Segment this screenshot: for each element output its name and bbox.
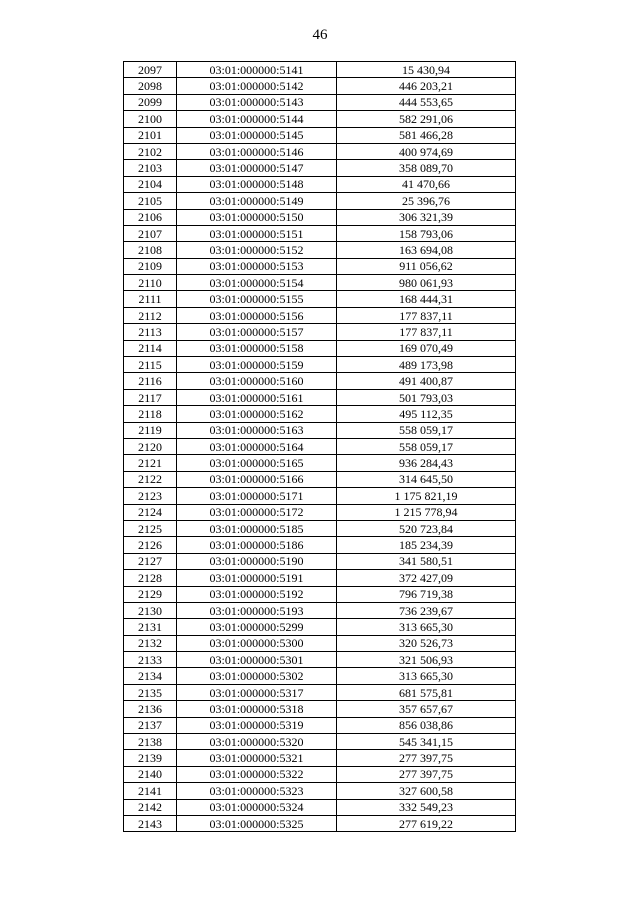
table-row xyxy=(124,324,516,340)
table-row xyxy=(124,734,516,750)
table-row xyxy=(124,258,516,274)
table-row xyxy=(124,111,516,127)
cadastral-value-cell: 489 173,98 xyxy=(337,357,516,373)
row-number-cell: 2117 xyxy=(124,389,177,405)
row-number-cell: 2106 xyxy=(124,209,177,225)
cadastral-value-cell: 520 723,84 xyxy=(337,520,516,536)
row-number-cell: 2124 xyxy=(124,504,177,520)
row-number-cell: 2127 xyxy=(124,553,177,569)
row-number-cell: 2120 xyxy=(124,438,177,454)
table-row xyxy=(124,209,516,225)
cadastral-value-cell: 277 619,22 xyxy=(337,815,516,831)
cadastral-value-cell: 327 600,58 xyxy=(337,783,516,799)
row-number-cell: 2104 xyxy=(124,176,177,192)
table-row xyxy=(124,488,516,504)
row-number-cell: 2130 xyxy=(124,602,177,618)
cadastral-number-cell: 03:01:000000:5162 xyxy=(177,406,337,422)
cadastral-value-cell: 446 203,21 xyxy=(337,78,516,94)
cadastral-value-cell: 277 397,75 xyxy=(337,766,516,782)
cadastral-number-cell: 03:01:000000:5159 xyxy=(177,357,337,373)
table-row xyxy=(124,455,516,471)
cadastral-number-cell: 03:01:000000:5148 xyxy=(177,176,337,192)
row-number-cell: 2099 xyxy=(124,94,177,110)
cadastral-number-cell: 03:01:000000:5157 xyxy=(177,324,337,340)
cadastral-number-cell: 03:01:000000:5151 xyxy=(177,225,337,241)
cadastral-number-cell: 03:01:000000:5165 xyxy=(177,455,337,471)
cadastral-value-cell: 177 837,11 xyxy=(337,307,516,323)
cadastral-number-cell: 03:01:000000:5160 xyxy=(177,373,337,389)
table-row xyxy=(124,668,516,684)
table-row xyxy=(124,701,516,717)
cadastral-number-cell: 03:01:000000:5161 xyxy=(177,389,337,405)
table-row xyxy=(124,815,516,831)
cadastral-number-cell: 03:01:000000:5300 xyxy=(177,635,337,651)
table-row xyxy=(124,242,516,258)
cadastral-number-cell: 03:01:000000:5154 xyxy=(177,275,337,291)
cadastral-number-cell: 03:01:000000:5320 xyxy=(177,734,337,750)
cadastral-number-cell: 03:01:000000:5301 xyxy=(177,652,337,668)
row-number-cell: 2097 xyxy=(124,62,177,78)
table-row xyxy=(124,766,516,782)
row-number-cell: 2103 xyxy=(124,160,177,176)
table-row xyxy=(124,78,516,94)
cadastral-value-cell: 495 112,35 xyxy=(337,406,516,422)
cadastral-value-table xyxy=(123,61,516,832)
table-row xyxy=(124,176,516,192)
cadastral-value-cell: 313 665,30 xyxy=(337,668,516,684)
table-row xyxy=(124,62,516,78)
cadastral-number-cell: 03:01:000000:5172 xyxy=(177,504,337,520)
row-number-cell: 2105 xyxy=(124,193,177,209)
table-row xyxy=(124,373,516,389)
cadastral-number-cell: 03:01:000000:5322 xyxy=(177,766,337,782)
table-row xyxy=(124,340,516,356)
row-number-cell: 2137 xyxy=(124,717,177,733)
cadastral-number-cell: 03:01:000000:5158 xyxy=(177,340,337,356)
cadastral-number-cell: 03:01:000000:5149 xyxy=(177,193,337,209)
cadastral-number-cell: 03:01:000000:5302 xyxy=(177,668,337,684)
cadastral-value-cell: 980 061,93 xyxy=(337,275,516,291)
cadastral-value-cell: 332 549,23 xyxy=(337,799,516,815)
row-number-cell: 2109 xyxy=(124,258,177,274)
table-row xyxy=(124,307,516,323)
cadastral-number-cell: 03:01:000000:5153 xyxy=(177,258,337,274)
table-row xyxy=(124,389,516,405)
cadastral-number-cell: 03:01:000000:5144 xyxy=(177,111,337,127)
cadastral-value-cell: 796 719,38 xyxy=(337,586,516,602)
cadastral-number-cell: 03:01:000000:5150 xyxy=(177,209,337,225)
table-row xyxy=(124,553,516,569)
row-number-cell: 2115 xyxy=(124,357,177,373)
cadastral-number-cell: 03:01:000000:5166 xyxy=(177,471,337,487)
cadastral-number-cell: 03:01:000000:5142 xyxy=(177,78,337,94)
table-row xyxy=(124,619,516,635)
cadastral-value-cell: 1 215 778,94 xyxy=(337,504,516,520)
row-number-cell: 2114 xyxy=(124,340,177,356)
cadastral-number-cell: 03:01:000000:5186 xyxy=(177,537,337,553)
cadastral-number-cell: 03:01:000000:5152 xyxy=(177,242,337,258)
row-number-cell: 2125 xyxy=(124,520,177,536)
cadastral-value-cell: 168 444,31 xyxy=(337,291,516,307)
table-row xyxy=(124,635,516,651)
row-number-cell: 2108 xyxy=(124,242,177,258)
table-row xyxy=(124,570,516,586)
cadastral-number-cell: 03:01:000000:5147 xyxy=(177,160,337,176)
cadastral-value-cell: 25 396,76 xyxy=(337,193,516,209)
row-number-cell: 2116 xyxy=(124,373,177,389)
cadastral-number-cell: 03:01:000000:5155 xyxy=(177,291,337,307)
cadastral-number-cell: 03:01:000000:5325 xyxy=(177,815,337,831)
row-number-cell: 2134 xyxy=(124,668,177,684)
row-number-cell: 2102 xyxy=(124,143,177,159)
cadastral-number-cell: 03:01:000000:5156 xyxy=(177,307,337,323)
row-number-cell: 2113 xyxy=(124,324,177,340)
cadastral-value-cell: 177 837,11 xyxy=(337,324,516,340)
cadastral-number-cell: 03:01:000000:5193 xyxy=(177,602,337,618)
table-row xyxy=(124,799,516,815)
cadastral-value-cell: 400 974,69 xyxy=(337,143,516,159)
cadastral-value-cell: 444 553,65 xyxy=(337,94,516,110)
cadastral-number-cell: 03:01:000000:5185 xyxy=(177,520,337,536)
table-row xyxy=(124,520,516,536)
cadastral-number-cell: 03:01:000000:5319 xyxy=(177,717,337,733)
row-number-cell: 2128 xyxy=(124,570,177,586)
cadastral-value-cell: 185 234,39 xyxy=(337,537,516,553)
table-row xyxy=(124,717,516,733)
row-number-cell: 2131 xyxy=(124,619,177,635)
cadastral-value-cell: 1 175 821,19 xyxy=(337,488,516,504)
table-row xyxy=(124,684,516,700)
table-row xyxy=(124,291,516,307)
cadastral-number-cell: 03:01:000000:5143 xyxy=(177,94,337,110)
cadastral-value-cell: 736 239,67 xyxy=(337,602,516,618)
cadastral-value-cell: 582 291,06 xyxy=(337,111,516,127)
cadastral-value-cell: 357 657,67 xyxy=(337,701,516,717)
cadastral-value-cell: 158 793,06 xyxy=(337,225,516,241)
cadastral-number-cell: 03:01:000000:5145 xyxy=(177,127,337,143)
cadastral-value-cell: 856 038,86 xyxy=(337,717,516,733)
cadastral-value-cell: 41 470,66 xyxy=(337,176,516,192)
row-number-cell: 2101 xyxy=(124,127,177,143)
table-row xyxy=(124,471,516,487)
cadastral-number-cell: 03:01:000000:5318 xyxy=(177,701,337,717)
cadastral-value-cell: 545 341,15 xyxy=(337,734,516,750)
row-number-cell: 2119 xyxy=(124,422,177,438)
cadastral-number-cell: 03:01:000000:5321 xyxy=(177,750,337,766)
cadastral-number-cell: 03:01:000000:5146 xyxy=(177,143,337,159)
table-row xyxy=(124,602,516,618)
table-row xyxy=(124,160,516,176)
cadastral-value-cell: 306 321,39 xyxy=(337,209,516,225)
page-number: 46 xyxy=(312,27,328,43)
row-number-cell: 2133 xyxy=(124,652,177,668)
cadastral-value-cell: 277 397,75 xyxy=(337,750,516,766)
table-row xyxy=(124,750,516,766)
table-body xyxy=(124,62,516,832)
table-row xyxy=(124,193,516,209)
row-number-cell: 2142 xyxy=(124,799,177,815)
cadastral-value-cell: 581 466,28 xyxy=(337,127,516,143)
cadastral-number-cell: 03:01:000000:5192 xyxy=(177,586,337,602)
row-number-cell: 2132 xyxy=(124,635,177,651)
cadastral-value-cell: 491 400,87 xyxy=(337,373,516,389)
row-number-cell: 2140 xyxy=(124,766,177,782)
table-row xyxy=(124,357,516,373)
row-number-cell: 2118 xyxy=(124,406,177,422)
table-row xyxy=(124,275,516,291)
row-number-cell: 2126 xyxy=(124,537,177,553)
table-row xyxy=(124,537,516,553)
table-row xyxy=(124,143,516,159)
row-number-cell: 2111 xyxy=(124,291,177,307)
row-number-cell: 2136 xyxy=(124,701,177,717)
row-number-cell: 2107 xyxy=(124,225,177,241)
row-number-cell: 2139 xyxy=(124,750,177,766)
cadastral-value-cell: 558 059,17 xyxy=(337,422,516,438)
cadastral-value-cell: 372 427,09 xyxy=(337,570,516,586)
row-number-cell: 2123 xyxy=(124,488,177,504)
cadastral-number-cell: 03:01:000000:5317 xyxy=(177,684,337,700)
cadastral-value-cell: 358 089,70 xyxy=(337,160,516,176)
cadastral-value-cell: 936 284,43 xyxy=(337,455,516,471)
row-number-cell: 2141 xyxy=(124,783,177,799)
cadastral-number-cell: 03:01:000000:5141 xyxy=(177,62,337,78)
cadastral-value-cell: 911 056,62 xyxy=(337,258,516,274)
row-number-cell: 2135 xyxy=(124,684,177,700)
cadastral-value-cell: 314 645,50 xyxy=(337,471,516,487)
cadastral-value-cell: 15 430,94 xyxy=(337,62,516,78)
table-row xyxy=(124,783,516,799)
table-row xyxy=(124,94,516,110)
table-row xyxy=(124,406,516,422)
cadastral-number-cell: 03:01:000000:5163 xyxy=(177,422,337,438)
table-row xyxy=(124,438,516,454)
cadastral-value-cell: 681 575,81 xyxy=(337,684,516,700)
cadastral-number-cell: 03:01:000000:5171 xyxy=(177,488,337,504)
row-number-cell: 2143 xyxy=(124,815,177,831)
cadastral-value-cell: 321 506,93 xyxy=(337,652,516,668)
row-number-cell: 2121 xyxy=(124,455,177,471)
row-number-cell: 2110 xyxy=(124,275,177,291)
cadastral-value-cell: 163 694,08 xyxy=(337,242,516,258)
row-number-cell: 2129 xyxy=(124,586,177,602)
cadastral-value-cell: 320 526,73 xyxy=(337,635,516,651)
cadastral-number-cell: 03:01:000000:5299 xyxy=(177,619,337,635)
row-number-cell: 2100 xyxy=(124,111,177,127)
cadastral-value-cell: 558 059,17 xyxy=(337,438,516,454)
row-number-cell: 2138 xyxy=(124,734,177,750)
cadastral-value-cell: 501 793,03 xyxy=(337,389,516,405)
row-number-cell: 2112 xyxy=(124,307,177,323)
row-number-cell: 2098 xyxy=(124,78,177,94)
cadastral-number-cell: 03:01:000000:5324 xyxy=(177,799,337,815)
table-row xyxy=(124,586,516,602)
table-row xyxy=(124,422,516,438)
table-row xyxy=(124,127,516,143)
cadastral-value-cell: 169 070,49 xyxy=(337,340,516,356)
row-number-cell: 2122 xyxy=(124,471,177,487)
cadastral-value-cell: 341 580,51 xyxy=(337,553,516,569)
cadastral-number-cell: 03:01:000000:5323 xyxy=(177,783,337,799)
cadastral-value-cell: 313 665,30 xyxy=(337,619,516,635)
cadastral-number-cell: 03:01:000000:5164 xyxy=(177,438,337,454)
table-row xyxy=(124,225,516,241)
cadastral-number-cell: 03:01:000000:5191 xyxy=(177,570,337,586)
table-row xyxy=(124,504,516,520)
cadastral-number-cell: 03:01:000000:5190 xyxy=(177,553,337,569)
table-row xyxy=(124,652,516,668)
